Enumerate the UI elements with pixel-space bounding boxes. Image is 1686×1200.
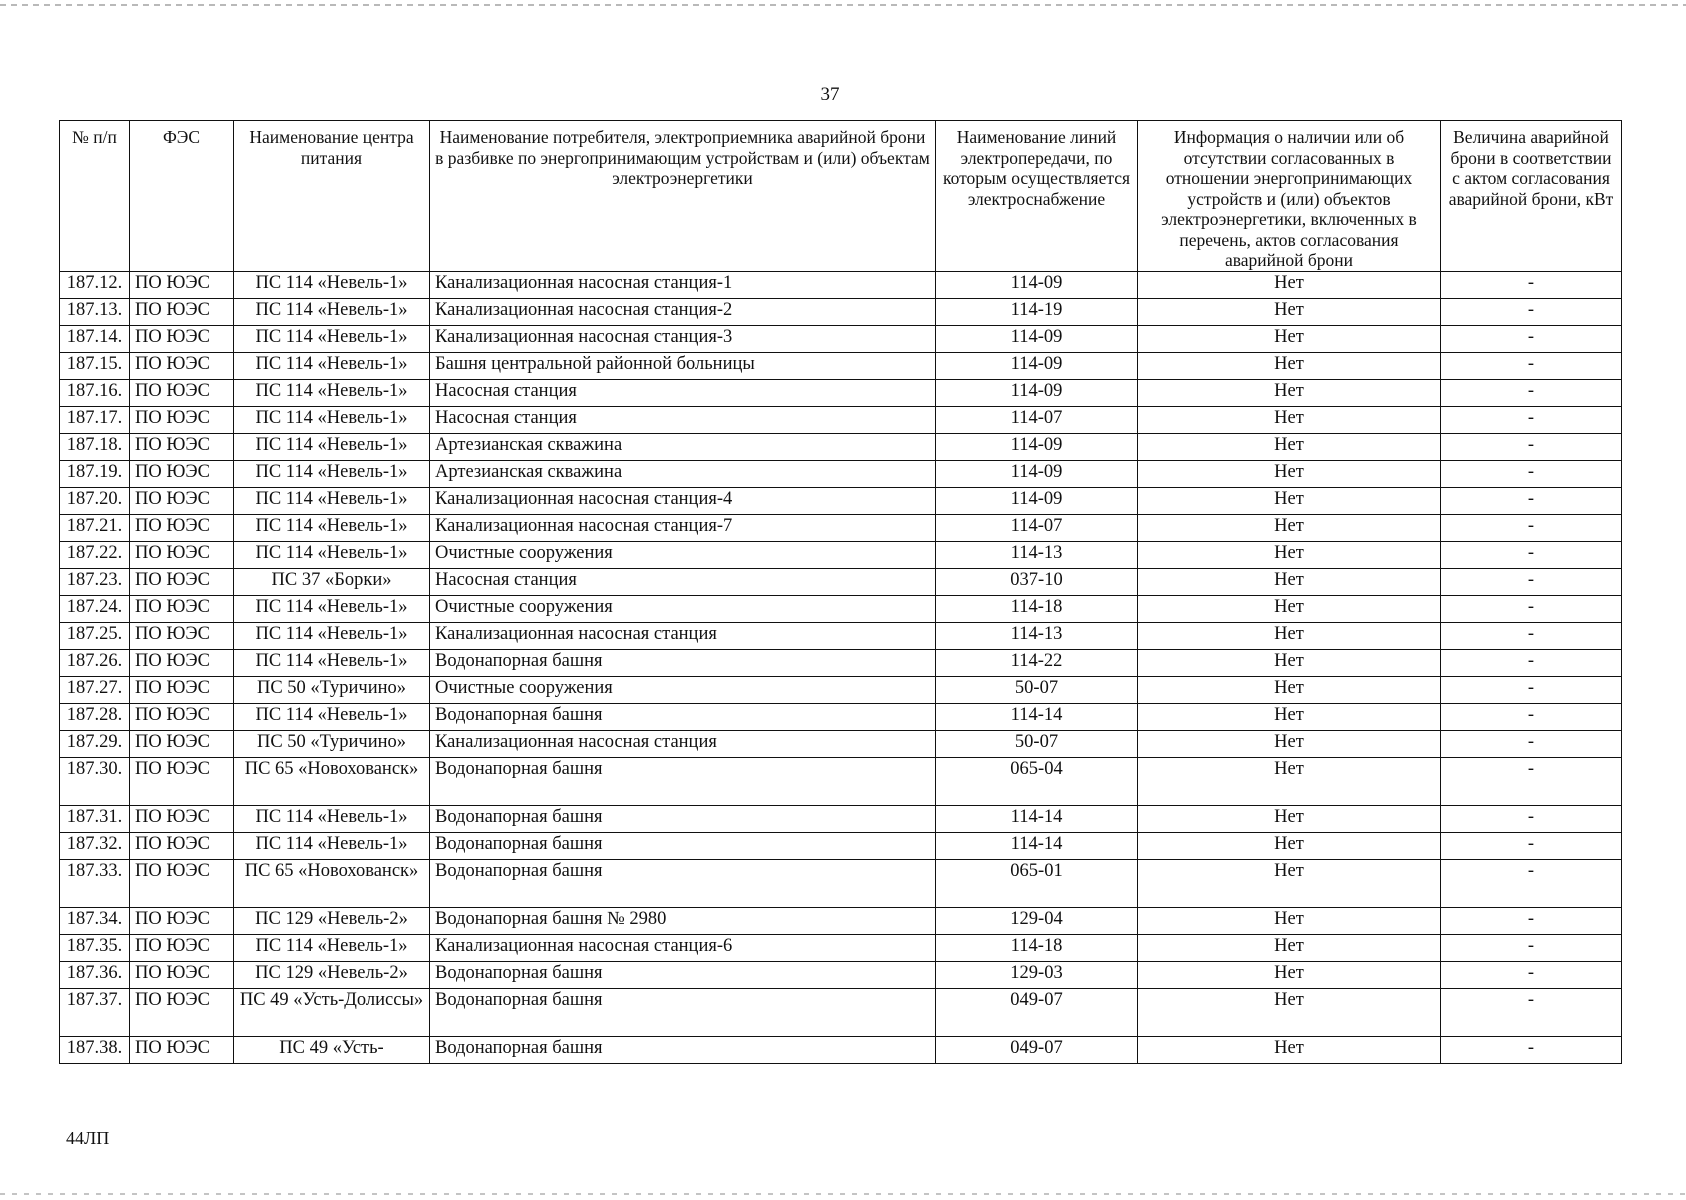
table-row bbox=[60, 934, 1622, 961]
cell-num: 187.31. bbox=[60, 805, 130, 832]
cell-fes: ПО ЮЭС bbox=[130, 805, 234, 832]
cell-reserve-kw: - bbox=[1441, 325, 1622, 352]
cell-num: 187.24. bbox=[60, 595, 130, 622]
cell-power-line: 114-19 bbox=[936, 298, 1138, 325]
cell-power-line: 065-01 bbox=[936, 859, 1138, 907]
cell-num: 187.21. bbox=[60, 514, 130, 541]
cell-agreement-info: Нет bbox=[1138, 406, 1441, 433]
cell-num: 187.19. bbox=[60, 460, 130, 487]
cell-consumer: Артезианская скважина bbox=[430, 433, 936, 460]
cell-consumer: Канализационная насосная станция-1 bbox=[430, 271, 936, 298]
cell-num: 187.13. bbox=[60, 298, 130, 325]
cell-consumer: Канализационная насосная станция-3 bbox=[430, 325, 936, 352]
cell-fes: ПО ЮЭС bbox=[130, 832, 234, 859]
emergency-reserve-table bbox=[59, 120, 1622, 1064]
cell-consumer: Водонапорная башня bbox=[430, 1036, 936, 1063]
cell-agreement-info: Нет bbox=[1138, 433, 1441, 460]
cell-fes: ПО ЮЭС bbox=[130, 541, 234, 568]
cell-reserve-kw: - bbox=[1441, 433, 1622, 460]
cell-consumer: Водонапорная башня bbox=[430, 703, 936, 730]
table-row bbox=[60, 433, 1622, 460]
cell-num: 187.22. bbox=[60, 541, 130, 568]
cell-power-line: 037-10 bbox=[936, 568, 1138, 595]
cell-agreement-info: Нет bbox=[1138, 730, 1441, 757]
cell-num: 187.28. bbox=[60, 703, 130, 730]
cell-power-line: 114-09 bbox=[936, 487, 1138, 514]
cell-consumer: Водонапорная башня № 2980 bbox=[430, 907, 936, 934]
header-agreement-info: Информация о наличии или об отсутствии согласованных в отношении энергопринимающих устройств и (или) объектов электроэнергетики, включенных в перечень, актов согласования аварийной брони bbox=[1138, 121, 1441, 272]
cell-num: 187.18. bbox=[60, 433, 130, 460]
cell-agreement-info: Нет bbox=[1138, 1036, 1441, 1063]
cell-fes: ПО ЮЭС bbox=[130, 352, 234, 379]
cell-num: 187.36. bbox=[60, 961, 130, 988]
cell-power-center: ПС 114 «Невель-1» bbox=[234, 514, 430, 541]
cell-power-center: ПС 65 «Новохованск» bbox=[234, 757, 430, 805]
cell-consumer: Насосная станция bbox=[430, 379, 936, 406]
table-row bbox=[60, 406, 1622, 433]
cell-power-line: 114-14 bbox=[936, 832, 1138, 859]
table-row bbox=[60, 730, 1622, 757]
cell-reserve-kw: - bbox=[1441, 832, 1622, 859]
cell-power-line: 065-04 bbox=[936, 757, 1138, 805]
cell-agreement-info: Нет bbox=[1138, 934, 1441, 961]
cell-agreement-info: Нет bbox=[1138, 541, 1441, 568]
cell-consumer: Водонапорная башня bbox=[430, 757, 936, 805]
cell-consumer: Башня центральной районной больницы bbox=[430, 352, 936, 379]
cell-fes: ПО ЮЭС bbox=[130, 757, 234, 805]
cell-fes: ПО ЮЭС bbox=[130, 433, 234, 460]
cell-power-center: ПС 114 «Невель-1» bbox=[234, 934, 430, 961]
cell-consumer: Артезианская скважина bbox=[430, 460, 936, 487]
header-power-center: Наименование центра питания bbox=[234, 121, 430, 272]
cell-fes: ПО ЮЭС bbox=[130, 859, 234, 907]
reserve-table-container bbox=[59, 120, 1621, 1064]
table-row bbox=[60, 832, 1622, 859]
cell-power-line: 114-14 bbox=[936, 703, 1138, 730]
cell-power-center: ПС 114 «Невель-1» bbox=[234, 487, 430, 514]
cell-reserve-kw: - bbox=[1441, 805, 1622, 832]
cell-power-center: ПС 49 «Усть- bbox=[234, 1036, 430, 1063]
cell-num: 187.30. bbox=[60, 757, 130, 805]
cell-fes: ПО ЮЭС bbox=[130, 730, 234, 757]
cell-fes: ПО ЮЭС bbox=[130, 595, 234, 622]
table-row bbox=[60, 595, 1622, 622]
cell-power-line: 114-09 bbox=[936, 379, 1138, 406]
cell-power-line: 114-09 bbox=[936, 460, 1138, 487]
cell-agreement-info: Нет bbox=[1138, 595, 1441, 622]
cell-reserve-kw: - bbox=[1441, 703, 1622, 730]
cell-consumer: Канализационная насосная станция-2 bbox=[430, 298, 936, 325]
cell-consumer: Водонапорная башня bbox=[430, 961, 936, 988]
cell-power-line: 114-13 bbox=[936, 541, 1138, 568]
table-row bbox=[60, 1036, 1622, 1063]
header-power-line: Наименование линий электропередачи, по которым осуществляется электроснабжение bbox=[936, 121, 1138, 272]
table-row bbox=[60, 541, 1622, 568]
cell-num: 187.33. bbox=[60, 859, 130, 907]
cell-power-center: ПС 114 «Невель-1» bbox=[234, 352, 430, 379]
cell-power-line: 114-07 bbox=[936, 406, 1138, 433]
cell-num: 187.27. bbox=[60, 676, 130, 703]
header-num: № п/п bbox=[60, 121, 130, 272]
cell-consumer: Канализационная насосная станция bbox=[430, 730, 936, 757]
table-row bbox=[60, 676, 1622, 703]
cell-power-center: ПС 129 «Невель-2» bbox=[234, 961, 430, 988]
cell-consumer: Водонапорная башня bbox=[430, 805, 936, 832]
table-row bbox=[60, 460, 1622, 487]
cell-agreement-info: Нет bbox=[1138, 676, 1441, 703]
cell-num: 187.20. bbox=[60, 487, 130, 514]
cell-consumer: Насосная станция bbox=[430, 406, 936, 433]
table-row bbox=[60, 859, 1622, 907]
cell-reserve-kw: - bbox=[1441, 1036, 1622, 1063]
cell-agreement-info: Нет bbox=[1138, 859, 1441, 907]
cell-reserve-kw: - bbox=[1441, 406, 1622, 433]
cell-fes: ПО ЮЭС bbox=[130, 568, 234, 595]
cell-power-line: 129-03 bbox=[936, 961, 1138, 988]
cell-reserve-kw: - bbox=[1441, 757, 1622, 805]
cell-power-line: 049-07 bbox=[936, 988, 1138, 1036]
cell-power-line: 114-14 bbox=[936, 805, 1138, 832]
cell-fes: ПО ЮЭС bbox=[130, 514, 234, 541]
scan-edge-top bbox=[0, 4, 1686, 6]
footer-code: 44ЛП bbox=[66, 1128, 110, 1148]
table-row bbox=[60, 757, 1622, 805]
cell-power-center: ПС 114 «Невель-1» bbox=[234, 649, 430, 676]
cell-num: 187.17. bbox=[60, 406, 130, 433]
cell-consumer: Очистные сооружения bbox=[430, 541, 936, 568]
table-row bbox=[60, 805, 1622, 832]
table-row bbox=[60, 352, 1622, 379]
cell-power-center: ПС 129 «Невель-2» bbox=[234, 907, 430, 934]
header-consumer: Наименование потребителя, электроприемника аварийной брони в разбивке по энергопринимающим устройствам и (или) объектам электроэнергетики bbox=[430, 121, 936, 272]
cell-fes: ПО ЮЭС bbox=[130, 406, 234, 433]
cell-fes: ПО ЮЭС bbox=[130, 487, 234, 514]
cell-power-line: 114-09 bbox=[936, 271, 1138, 298]
cell-power-center: ПС 114 «Невель-1» bbox=[234, 703, 430, 730]
cell-reserve-kw: - bbox=[1441, 541, 1622, 568]
cell-reserve-kw: - bbox=[1441, 961, 1622, 988]
table-row bbox=[60, 298, 1622, 325]
cell-reserve-kw: - bbox=[1441, 934, 1622, 961]
cell-consumer: Канализационная насосная станция-6 bbox=[430, 934, 936, 961]
cell-power-line: 114-07 bbox=[936, 514, 1138, 541]
cell-power-center: ПС 49 «Усть-Долиссы» bbox=[234, 988, 430, 1036]
cell-fes: ПО ЮЭС bbox=[130, 988, 234, 1036]
cell-power-center: ПС 114 «Невель-1» bbox=[234, 541, 430, 568]
cell-agreement-info: Нет bbox=[1138, 832, 1441, 859]
cell-agreement-info: Нет bbox=[1138, 352, 1441, 379]
cell-power-line: 129-04 bbox=[936, 907, 1138, 934]
cell-power-center: ПС 114 «Невель-1» bbox=[234, 379, 430, 406]
cell-reserve-kw: - bbox=[1441, 649, 1622, 676]
cell-power-center: ПС 114 «Невель-1» bbox=[234, 433, 430, 460]
cell-agreement-info: Нет bbox=[1138, 271, 1441, 298]
cell-reserve-kw: - bbox=[1441, 622, 1622, 649]
cell-fes: ПО ЮЭС bbox=[130, 271, 234, 298]
table-row bbox=[60, 649, 1622, 676]
cell-power-line: 114-09 bbox=[936, 433, 1138, 460]
header-reserve-kw: Величина аварийной брони в соответствии с актом согласования аварийной брони, кВт bbox=[1441, 121, 1622, 272]
cell-power-center: ПС 114 «Невель-1» bbox=[234, 622, 430, 649]
cell-consumer: Канализационная насосная станция bbox=[430, 622, 936, 649]
cell-power-line: 114-13 bbox=[936, 622, 1138, 649]
cell-consumer: Водонапорная башня bbox=[430, 832, 936, 859]
cell-power-line: 114-22 bbox=[936, 649, 1138, 676]
cell-consumer: Водонапорная башня bbox=[430, 649, 936, 676]
table-row bbox=[60, 514, 1622, 541]
cell-num: 187.26. bbox=[60, 649, 130, 676]
cell-consumer: Очистные сооружения bbox=[430, 595, 936, 622]
cell-agreement-info: Нет bbox=[1138, 487, 1441, 514]
cell-fes: ПО ЮЭС bbox=[130, 649, 234, 676]
cell-num: 187.15. bbox=[60, 352, 130, 379]
cell-power-line: 50-07 bbox=[936, 676, 1138, 703]
cell-reserve-kw: - bbox=[1441, 514, 1622, 541]
table-row bbox=[60, 907, 1622, 934]
cell-agreement-info: Нет bbox=[1138, 907, 1441, 934]
table-row bbox=[60, 622, 1622, 649]
scan-edge-bottom bbox=[0, 1193, 1686, 1195]
cell-consumer: Канализационная насосная станция-4 bbox=[430, 487, 936, 514]
cell-reserve-kw: - bbox=[1441, 379, 1622, 406]
table-row bbox=[60, 271, 1622, 298]
cell-reserve-kw: - bbox=[1441, 859, 1622, 907]
cell-power-center: ПС 114 «Невель-1» bbox=[234, 832, 430, 859]
cell-consumer: Насосная станция bbox=[430, 568, 936, 595]
cell-num: 187.16. bbox=[60, 379, 130, 406]
cell-agreement-info: Нет bbox=[1138, 568, 1441, 595]
cell-power-center: ПС 114 «Невель-1» bbox=[234, 595, 430, 622]
cell-power-line: 114-18 bbox=[936, 934, 1138, 961]
cell-reserve-kw: - bbox=[1441, 676, 1622, 703]
cell-num: 187.37. bbox=[60, 988, 130, 1036]
cell-fes: ПО ЮЭС bbox=[130, 961, 234, 988]
cell-power-center: ПС 50 «Туричино» bbox=[234, 730, 430, 757]
header-fes: ФЭС bbox=[130, 121, 234, 272]
cell-fes: ПО ЮЭС bbox=[130, 703, 234, 730]
cell-reserve-kw: - bbox=[1441, 730, 1622, 757]
cell-agreement-info: Нет bbox=[1138, 649, 1441, 676]
cell-power-line: 114-09 bbox=[936, 352, 1138, 379]
cell-power-center: ПС 114 «Невель-1» bbox=[234, 298, 430, 325]
cell-consumer: Очистные сооружения bbox=[430, 676, 936, 703]
cell-power-line: 114-18 bbox=[936, 595, 1138, 622]
cell-power-center: ПС 65 «Новохованск» bbox=[234, 859, 430, 907]
table-row bbox=[60, 487, 1622, 514]
table-header bbox=[60, 121, 1622, 272]
cell-reserve-kw: - bbox=[1441, 595, 1622, 622]
cell-agreement-info: Нет bbox=[1138, 757, 1441, 805]
cell-power-line: 114-09 bbox=[936, 325, 1138, 352]
cell-agreement-info: Нет bbox=[1138, 460, 1441, 487]
table-row bbox=[60, 568, 1622, 595]
cell-consumer: Водонапорная башня bbox=[430, 859, 936, 907]
table-body bbox=[60, 271, 1622, 1063]
cell-fes: ПО ЮЭС bbox=[130, 934, 234, 961]
cell-power-center: ПС 114 «Невель-1» bbox=[234, 325, 430, 352]
table-row bbox=[60, 703, 1622, 730]
cell-num: 187.29. bbox=[60, 730, 130, 757]
cell-reserve-kw: - bbox=[1441, 271, 1622, 298]
cell-fes: ПО ЮЭС bbox=[130, 907, 234, 934]
cell-num: 187.32. bbox=[60, 832, 130, 859]
cell-fes: ПО ЮЭС bbox=[130, 460, 234, 487]
cell-fes: ПО ЮЭС bbox=[130, 379, 234, 406]
cell-reserve-kw: - bbox=[1441, 298, 1622, 325]
cell-reserve-kw: - bbox=[1441, 460, 1622, 487]
cell-agreement-info: Нет bbox=[1138, 514, 1441, 541]
table-row bbox=[60, 325, 1622, 352]
cell-fes: ПО ЮЭС bbox=[130, 325, 234, 352]
cell-agreement-info: Нет bbox=[1138, 298, 1441, 325]
cell-agreement-info: Нет bbox=[1138, 325, 1441, 352]
cell-power-center: ПС 114 «Невель-1» bbox=[234, 460, 430, 487]
cell-num: 187.12. bbox=[60, 271, 130, 298]
cell-agreement-info: Нет bbox=[1138, 622, 1441, 649]
table-row bbox=[60, 988, 1622, 1036]
cell-power-center: ПС 114 «Невель-1» bbox=[234, 271, 430, 298]
cell-reserve-kw: - bbox=[1441, 988, 1622, 1036]
cell-consumer: Водонапорная башня bbox=[430, 988, 936, 1036]
cell-num: 187.14. bbox=[60, 325, 130, 352]
cell-power-center: ПС 114 «Невель-1» bbox=[234, 805, 430, 832]
cell-num: 187.38. bbox=[60, 1036, 130, 1063]
table-row bbox=[60, 379, 1622, 406]
cell-fes: ПО ЮЭС bbox=[130, 622, 234, 649]
cell-power-line: 049-07 bbox=[936, 1036, 1138, 1063]
cell-reserve-kw: - bbox=[1441, 352, 1622, 379]
cell-fes: ПО ЮЭС bbox=[130, 1036, 234, 1063]
header-row bbox=[60, 121, 1622, 272]
cell-agreement-info: Нет bbox=[1138, 379, 1441, 406]
cell-reserve-kw: - bbox=[1441, 568, 1622, 595]
cell-agreement-info: Нет bbox=[1138, 805, 1441, 832]
cell-reserve-kw: - bbox=[1441, 907, 1622, 934]
cell-agreement-info: Нет bbox=[1138, 961, 1441, 988]
cell-power-center: ПС 50 «Туричино» bbox=[234, 676, 430, 703]
cell-num: 187.35. bbox=[60, 934, 130, 961]
cell-power-center: ПС 114 «Невель-1» bbox=[234, 406, 430, 433]
cell-num: 187.23. bbox=[60, 568, 130, 595]
cell-num: 187.34. bbox=[60, 907, 130, 934]
cell-agreement-info: Нет bbox=[1138, 703, 1441, 730]
cell-consumer: Канализационная насосная станция-7 bbox=[430, 514, 936, 541]
table-row bbox=[60, 961, 1622, 988]
cell-power-line: 50-07 bbox=[936, 730, 1138, 757]
cell-agreement-info: Нет bbox=[1138, 988, 1441, 1036]
cell-num: 187.25. bbox=[60, 622, 130, 649]
cell-reserve-kw: - bbox=[1441, 487, 1622, 514]
page-number: 37 bbox=[820, 84, 840, 105]
cell-fes: ПО ЮЭС bbox=[130, 676, 234, 703]
cell-power-center: ПС 37 «Борки» bbox=[234, 568, 430, 595]
cell-fes: ПО ЮЭС bbox=[130, 298, 234, 325]
